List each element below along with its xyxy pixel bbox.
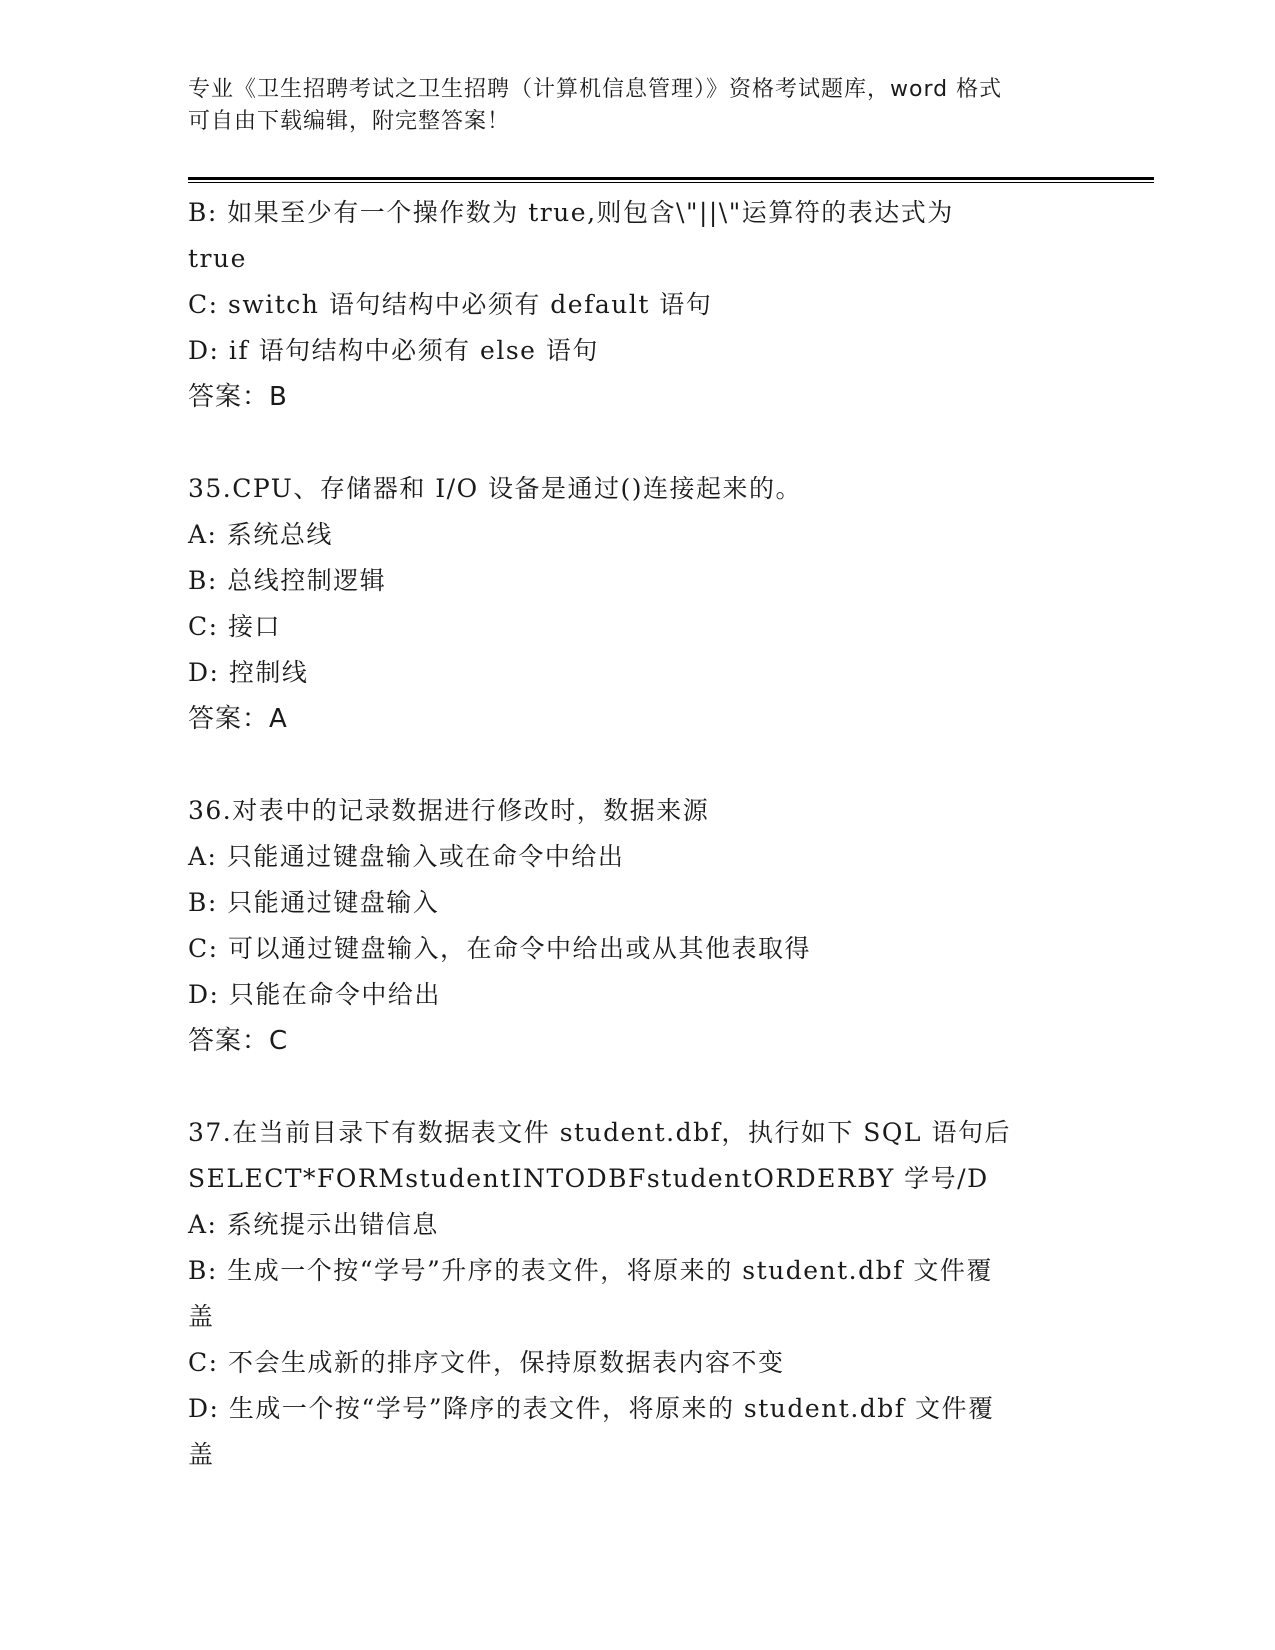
option-a: A: 系统提示出错信息 [188,1210,439,1239]
option-b: B: 只能通过键盘输入 [188,888,440,917]
spacer [188,420,1088,466]
question-list [188,190,1088,1478]
option-d: D: 生成一个按“学号”降序的表文件，将原来的 student.dbf 文件覆 [188,1394,995,1423]
option-a: A: 只能通过键盘输入或在命令中给出 [188,842,625,871]
option-b-continued: true [188,244,247,273]
option-b: B: 总线控制逻辑 [188,566,387,595]
option-a: A: 系统总线 [188,520,333,549]
spacer [188,742,1088,788]
question-stem: 37.在当前目录下有数据表文件 student.dbf，执行如下 SQL 语句后 [188,1118,1011,1147]
option-c: C: 不会生成新的排序文件，保持原数据表内容不变 [188,1348,785,1377]
option-d-continued: 盖 [188,1440,215,1469]
option-c: C: 接口 [188,612,281,641]
header-rule-thin [188,182,1154,183]
question-stem: 36.对表中的记录数据进行修改时，数据来源 [188,796,710,825]
option-c: C: 可以通过键盘输入，在命令中给出或从其他表取得 [188,934,812,963]
option-b-continued: 盖 [188,1302,215,1331]
question-stem: 35.CPU、存储器和 I/O 设备是通过()连接起来的。 [188,474,803,503]
answer: 答案：A [188,704,288,734]
option-d: D: 只能在命令中给出 [188,980,441,1009]
answer: 答案：C [188,1026,289,1056]
document-header [188,74,1088,138]
header-line-2: 可自由下载编辑，附完整答案！ [188,109,511,134]
question-block-prev [188,190,1088,420]
option-b: B: 生成一个按“学号”升序的表文件，将原来的 student.dbf 文件覆 [188,1256,993,1285]
header-rule-thick [188,177,1154,180]
question-block-36 [188,788,1088,1064]
option-b: B: 如果至少有一个操作数为 true,则包含\"||\"运算符的表达式为 [188,198,954,227]
option-d: D: if 语句结构中必须有 else 语句 [188,336,599,365]
spacer [188,1064,1088,1110]
option-d: D: 控制线 [188,658,309,687]
header-line-1: 专业《卫生招聘考试之卫生招聘（计算机信息管理）》资格考试题库，word 格式 [188,77,1003,102]
question-stem-continued: SELECT*FORMstudentINTODBFstudentORDERBY 学号/D [188,1164,989,1193]
answer: 答案：B [188,382,288,412]
option-c: C: switch 语句结构中必须有 default 语句 [188,290,713,319]
question-block-35 [188,466,1088,742]
question-block-37 [188,1110,1088,1478]
